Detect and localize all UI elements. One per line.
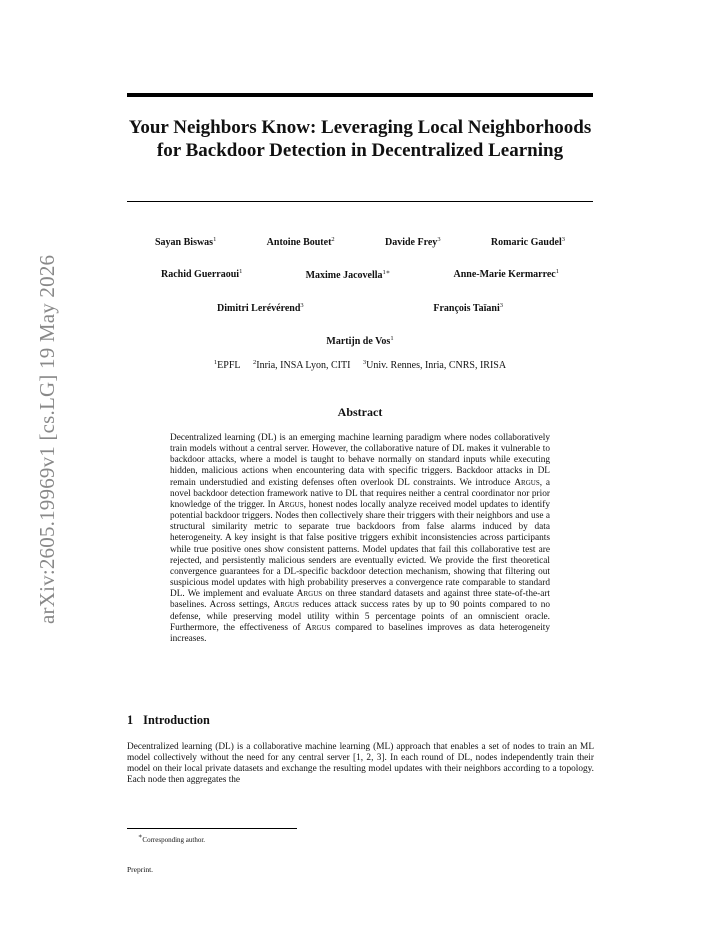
author-row-1: [127, 236, 593, 248]
affiliation: $^1$EPFL: [213, 359, 241, 371]
method-name: Argus: [514, 477, 540, 488]
author: Romaric Gaudel$^3$: [490, 236, 565, 248]
author: Sayan Biswas$^1$: [155, 236, 217, 248]
author: Rachid Guerraoui$^1$: [161, 268, 243, 280]
method-name: Argus: [305, 622, 331, 633]
introduction-paragraph: Decentralized learning (DL) is a collaborative machine learning (ML) approach that enables a set of nodes to train an ML model collectively without the need for any central server [1, 2, 3]. In each round of DL, nodes independently train their model on their local private datasets and exchange the resulting model updates with their neighbors according to a topology. Each node then aggregates the: [127, 742, 594, 786]
author: Davide Frey$^3$: [385, 236, 441, 248]
author-row-3: [127, 302, 593, 314]
abstract-heading: Abstract: [337, 405, 383, 419]
title-top-rule: [127, 93, 593, 97]
title-bottom-rule: [127, 201, 593, 202]
section-heading: [127, 713, 210, 728]
preprint-label: Preprint.: [127, 865, 154, 874]
paper-title: Your Neighbors Know: Leveraging Local Neighborhoods for Backdoor Detection in Decentralized Learning: [128, 117, 592, 161]
affiliation: $^2$Inria, INSA Lyon, CITI: [253, 359, 351, 371]
author: Maxime Jacovella$^{1∗}$: [305, 269, 391, 281]
author-row-2: [127, 268, 593, 281]
footnote-rule: [127, 828, 297, 829]
method-name: Argus: [278, 499, 304, 510]
author: François Taïani$^3$: [433, 302, 503, 314]
affiliations: [127, 359, 593, 371]
section-title: Introduction: [143, 713, 210, 727]
arxiv-stamp: arXiv:2605.19969v1 [cs.LG] 19 May 2026: [35, 254, 59, 624]
footnote: ∗Corresponding author.: [138, 833, 206, 844]
author: Martijn de Vos$^1$: [326, 335, 394, 347]
author: Dimitri Lerévérend$^3$: [217, 302, 304, 314]
method-name: Argus: [296, 589, 323, 600]
method-name: Argus: [273, 600, 299, 611]
section-number: 1: [127, 713, 134, 727]
author: Antoine Boutet$^2$: [266, 236, 335, 248]
affiliation: $^3$Univ. Rennes, Inria, CNRS, IRISA: [362, 359, 507, 371]
abstract-body: Decentralized learning (DL) is an emerging machine learning paradigm where nodes collaboratively train models without a central server. However, the collaborative nature of DL makes it vulnerable to backdoor attacks, where a model is taught to behave normally on standard inputs while executing hidden, malicious actions when encountering data with specific triggers. Backdoor attacks in DL remain understudied and existing defenses often overlook DL constraints. We introduce Argus, a novel backdoor detection framework native to DL that requires neither a central coordinator nor prior knowledge of the trigger. In Argus, honest nodes locally analyze received model updates to identify potential backdoor triggers. Nodes then collectively share their triggers with their neighbors and use a structural similarity metric to separate true backdoors from false alarms induced by data heterogeneity. A key insight is that false positive triggers exhibit inconsistencies across participants while true positive ones show consistent patterns. Model updates that fail this collaborative test are rejected, and persistently malicious senders are eventually evicted. We provide the first theoretical convergence guarantees for a DL-specific backdoor detection mechanism, showing that filtering out suspicious model updates with high probability preserves a convergence rate comparable to standard DL. We implement and evaluate Argus on three standard datasets and against three state-of-the-art baselines. Across settings, Argus reduces attack success rates by up to 90 points compared to no defense, while preserving model utility within 5 percentage points of an omniscient oracle. Furthermore, the effectiveness of Argus compared to baselines improves as data heterogeneity increases.: [170, 433, 551, 644]
author-row-4: [127, 335, 593, 347]
author: Anne-Marie Kermarrec$^1$: [453, 268, 559, 280]
